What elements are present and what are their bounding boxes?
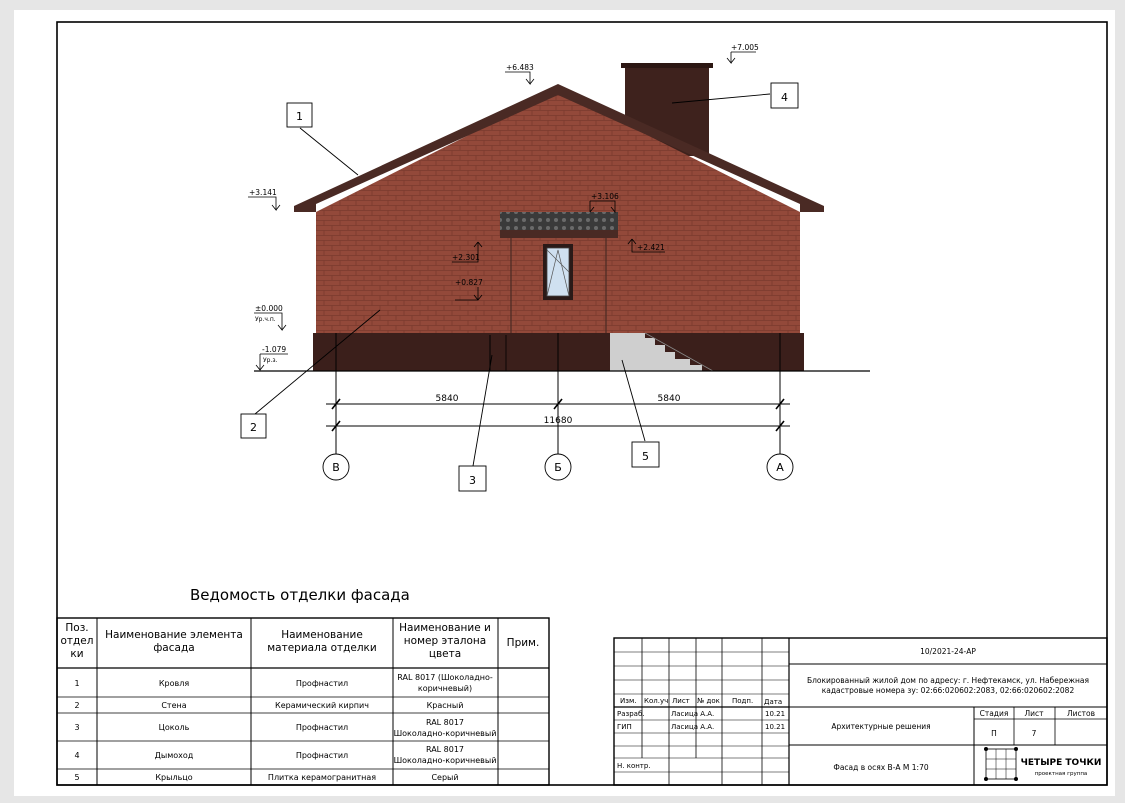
stamp-project-1: Блокированный жилой дом по адресу: г. Нефтекамск, ул. Набережная xyxy=(806,676,1090,685)
row5-element: Крыльцо xyxy=(155,773,193,782)
chimney-cap xyxy=(621,63,713,68)
stamp-project-2: кадастровые номера зу: 02:66:020602:2083, 02:66:020602:2082 xyxy=(821,686,1075,695)
stamp-role-2: ГИП xyxy=(617,723,632,731)
callout-2: 2 xyxy=(250,421,257,434)
row4-material: Профнастил xyxy=(295,751,349,760)
stamp-section: Архитектурные решения xyxy=(831,722,931,731)
row4-element: Дымоход xyxy=(154,751,194,760)
stamp-col-kol: Кол.уч xyxy=(644,697,669,705)
axis-a: А xyxy=(776,461,784,474)
callout-5: 5 xyxy=(642,450,649,463)
callout-4: 4 xyxy=(781,91,788,104)
schedule-header-material: Наименование материала отделки xyxy=(267,629,377,654)
level-ground: -1.079 xyxy=(262,345,287,354)
stamp-name-1: Ласица А.А. xyxy=(671,710,715,718)
stamp-sheet-title: Фасад в осях В-А М 1:70 xyxy=(833,763,929,772)
row3-material: Профнастил xyxy=(295,723,349,732)
row1-material: Профнастил xyxy=(295,679,349,688)
stamp-col-izm: Изм. xyxy=(620,697,637,705)
dimension-total: 11680 xyxy=(543,416,573,426)
row5-material: Плитка керамогранитная xyxy=(267,773,377,782)
stamp-col-podp: Подп. xyxy=(732,697,754,705)
row1-pos: 1 xyxy=(74,679,80,688)
stamp-stage: П xyxy=(991,729,997,738)
company-subtitle: проектная группа xyxy=(1034,771,1088,777)
level-window-top: +2.301 xyxy=(452,253,480,262)
stamp-sheet: 7 xyxy=(1031,729,1037,738)
level-floor-label: Ур.ч.п. xyxy=(255,316,276,323)
row3-pos: 3 xyxy=(74,723,80,732)
stamp-col-date: Дата xyxy=(764,698,783,706)
row3-element: Цоколь xyxy=(158,723,190,732)
row1-color-2: коричневый) xyxy=(417,684,473,693)
stamp-stage-header: Стадия xyxy=(979,709,1009,718)
row3-color-1: RAL 8017 xyxy=(425,718,465,727)
row2-element: Стена xyxy=(161,701,187,710)
axis-v: В xyxy=(332,461,340,474)
dimension-left: 5840 xyxy=(435,394,459,404)
row5-color: Серый xyxy=(431,773,459,782)
schedule-header-note: Прим. xyxy=(506,637,540,649)
dimension-right: 5840 xyxy=(657,394,681,404)
stamp-code: 10/2021-24-АР xyxy=(920,647,976,656)
axis-b: Б xyxy=(554,461,562,474)
row5-pos: 5 xyxy=(74,773,80,782)
callout-3: 3 xyxy=(469,474,476,487)
stamp-sheets-header: Листов xyxy=(1066,709,1096,718)
row2-color: Красный xyxy=(426,701,464,710)
stamp-date-1: 10.21 xyxy=(765,710,786,718)
level-door-top: +2.421 xyxy=(637,243,665,252)
entrance-canopy xyxy=(500,212,618,230)
row1-element: Кровля xyxy=(158,679,190,688)
schedule-header-pos: Поз. отдел ки xyxy=(60,622,94,660)
stamp-sheet-header: Лист xyxy=(1024,709,1044,718)
row1-color-1: RAL 8017 (Шоколадно- xyxy=(397,673,493,682)
row4-color-2: Шоколадно-коричневый xyxy=(393,756,497,765)
row4-pos: 4 xyxy=(74,751,80,760)
row3-color-2: Шоколадно-коричневый xyxy=(393,729,497,738)
row4-color-1: RAL 8017 xyxy=(425,745,465,754)
level-chimney: +7.005 xyxy=(731,43,759,52)
level-canopy: +3.106 xyxy=(591,192,619,201)
schedule-header-color: Наименование и номер эталона цвета xyxy=(399,622,491,660)
row2-material: Керамический кирпич xyxy=(275,701,369,710)
stamp-col-doc: № док xyxy=(697,697,720,705)
stamp-date-2: 10.21 xyxy=(765,723,786,731)
level-ground-label: Ур.з. xyxy=(263,357,278,364)
row2-pos: 2 xyxy=(74,701,80,710)
level-floor: ±0.000 xyxy=(255,304,283,313)
stamp-name-2: Ласица А.А. xyxy=(671,723,715,731)
level-ridge: +6.483 xyxy=(506,63,534,72)
stamp-col-list: Лист xyxy=(672,697,690,705)
schedule-title: Ведомость отделки фасада xyxy=(190,586,410,604)
level-window-bottom: +0.827 xyxy=(455,278,483,287)
stamp-control: Н. контр. xyxy=(617,762,651,770)
stamp-role-1: Разраб. xyxy=(617,710,645,718)
level-eave: +3.141 xyxy=(249,188,277,197)
schedule-header-element: Наименование элемента фасада xyxy=(105,629,243,654)
company-name: ЧЕТЫРЕ ТОЧКИ xyxy=(1020,758,1102,768)
callout-1: 1 xyxy=(296,110,303,123)
